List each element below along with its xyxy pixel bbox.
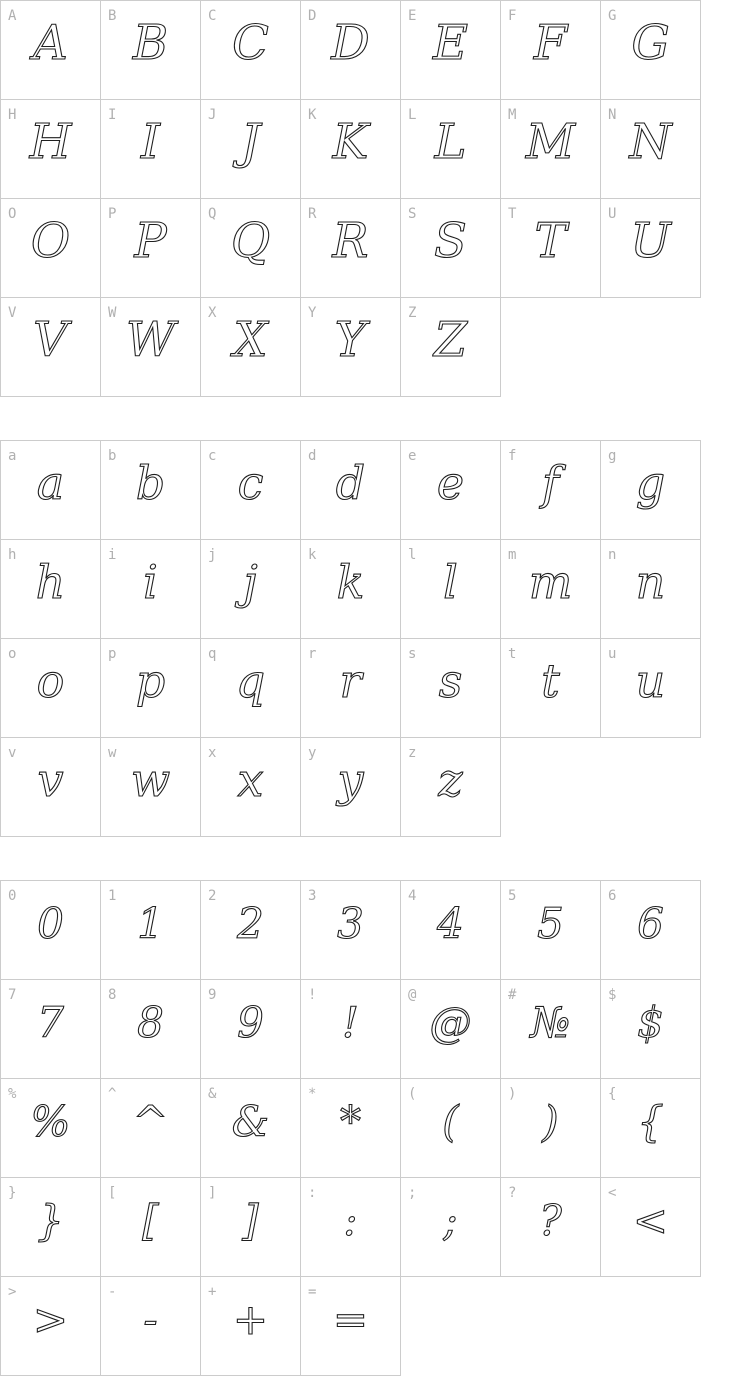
char-code-label: H	[8, 107, 17, 123]
char-glyph: )	[542, 1096, 559, 1146]
char-code-label: t	[508, 646, 517, 662]
char-cell	[501, 881, 601, 980]
char-code-label: u	[608, 646, 617, 662]
char-cell	[301, 1178, 401, 1277]
char-glyph: N	[629, 114, 672, 170]
char-cell	[1, 1277, 101, 1376]
char-cell	[1, 100, 101, 199]
char-cell	[101, 298, 201, 397]
char-code-label: J	[208, 107, 217, 123]
char-code-label: B	[108, 8, 117, 24]
char-code-label: k	[308, 547, 317, 563]
char-glyph: %	[30, 1096, 71, 1146]
char-cell	[1, 540, 101, 639]
char-glyph: *	[340, 1096, 361, 1146]
char-cell	[501, 1079, 601, 1178]
char-code-label: j	[208, 547, 217, 563]
grid-row	[1, 1, 701, 100]
char-cell	[201, 1277, 301, 1376]
char-cell	[301, 1, 401, 100]
char-cell	[101, 199, 201, 298]
char-glyph: {	[637, 1096, 664, 1146]
char-code-label: Z	[408, 305, 417, 321]
char-cell	[1, 298, 101, 397]
char-cell	[601, 441, 701, 540]
char-cell	[501, 639, 601, 738]
char-code-label: $	[608, 987, 617, 1003]
char-glyph: 3	[337, 898, 364, 948]
char-glyph: D	[331, 15, 370, 71]
char-glyph: f	[541, 456, 560, 510]
char-cell	[201, 1, 301, 100]
char-glyph: x	[237, 753, 264, 807]
char-code-label: s	[408, 646, 417, 662]
char-glyph: :	[343, 1195, 358, 1245]
char-cell	[201, 1079, 301, 1178]
char-code-label: *	[308, 1086, 317, 1102]
char-glyph: o	[36, 654, 65, 708]
char-cell	[101, 738, 201, 837]
char-code-label: Q	[208, 206, 217, 222]
char-code-label: ]	[208, 1185, 217, 1201]
char-cell	[401, 1178, 501, 1277]
char-code-label: n	[608, 547, 617, 563]
char-cell	[401, 738, 501, 837]
char-glyph: O	[30, 213, 71, 269]
char-glyph: R	[332, 213, 369, 269]
char-glyph: E	[432, 15, 469, 71]
char-code-label: %	[8, 1086, 17, 1102]
char-cell	[301, 1277, 401, 1376]
char-glyph: w	[130, 753, 171, 807]
char-cell	[301, 441, 401, 540]
char-glyph: >	[32, 1294, 69, 1344]
char-code-label: b	[108, 448, 117, 464]
char-cell	[601, 1079, 701, 1178]
char-glyph: W	[125, 312, 176, 368]
char-cell	[401, 881, 501, 980]
grid-row	[1, 980, 701, 1079]
char-glyph: 8	[137, 997, 164, 1047]
char-cell	[501, 1178, 601, 1277]
grid-row	[1, 1277, 701, 1376]
char-cell	[301, 980, 401, 1079]
char-code-label: P	[108, 206, 117, 222]
char-glyph: 5	[537, 898, 564, 948]
char-cell	[1, 199, 101, 298]
char-code-label: V	[8, 305, 17, 321]
char-cell	[1, 738, 101, 837]
char-glyph: +	[232, 1294, 269, 1344]
grid-digits-and-symbols	[0, 880, 701, 1376]
char-cell	[501, 441, 601, 540]
char-code-label: c	[208, 448, 217, 464]
char-glyph: F	[533, 15, 568, 71]
char-cell	[101, 881, 201, 980]
char-glyph: T	[534, 213, 567, 269]
char-glyph: z	[438, 753, 463, 807]
char-cell	[501, 540, 601, 639]
char-code-label: K	[308, 107, 317, 123]
char-cell	[201, 639, 301, 738]
char-cell	[601, 881, 701, 980]
char-code-label: Y	[308, 305, 317, 321]
char-cell	[401, 100, 501, 199]
char-cell	[601, 639, 701, 738]
char-cell	[1, 881, 101, 980]
char-code-label: e	[408, 448, 417, 464]
char-glyph: V	[33, 312, 68, 368]
char-code-label: q	[208, 646, 217, 662]
char-glyph: X	[233, 312, 268, 368]
char-glyph: U	[630, 213, 671, 269]
char-cell	[401, 298, 501, 397]
char-code-label: i	[108, 547, 117, 563]
char-glyph: Z	[433, 312, 468, 368]
char-glyph: C	[232, 15, 269, 71]
char-cell	[401, 199, 501, 298]
char-glyph: 9	[237, 997, 264, 1047]
char-glyph: k	[336, 555, 365, 609]
char-code-label: ;	[408, 1185, 417, 1201]
char-code-label: &	[208, 1086, 217, 1102]
char-cell	[101, 1277, 201, 1376]
char-glyph: L	[434, 114, 467, 170]
char-cell	[501, 1, 601, 100]
char-glyph: j	[243, 555, 258, 609]
char-glyph: g	[635, 456, 666, 510]
char-code-label: :	[308, 1185, 317, 1201]
char-glyph: u	[635, 654, 666, 708]
char-code-label: 8	[108, 987, 117, 1003]
char-code-label: +	[208, 1284, 217, 1300]
char-code-label: L	[408, 107, 417, 123]
grid-row	[1, 100, 701, 199]
char-cell	[401, 441, 501, 540]
grid-row	[1, 441, 701, 540]
char-code-label: =	[308, 1284, 317, 1300]
char-glyph: a	[36, 456, 65, 510]
char-cell	[201, 1178, 301, 1277]
char-code-label: T	[508, 206, 517, 222]
char-cell	[101, 100, 201, 199]
char-code-label: A	[8, 8, 17, 24]
char-code-label: [	[108, 1185, 117, 1201]
char-cell	[501, 199, 601, 298]
char-code-label: O	[8, 206, 17, 222]
grid-row	[1, 881, 701, 980]
char-cell	[301, 298, 401, 397]
char-code-label: M	[508, 107, 517, 123]
char-cell	[101, 1178, 201, 1277]
char-cell	[201, 980, 301, 1079]
char-cell	[201, 199, 301, 298]
char-code-label: N	[608, 107, 617, 123]
char-code-label: @	[408, 987, 417, 1003]
char-glyph: t	[541, 654, 560, 708]
char-glyph: ;	[443, 1195, 458, 1245]
char-code-label: ^	[108, 1086, 117, 1102]
char-glyph: s	[438, 654, 463, 708]
char-glyph: 4	[437, 898, 464, 948]
char-code-label: 5	[508, 888, 517, 904]
grid-row	[1, 298, 701, 397]
char-code-label: !	[308, 987, 317, 1003]
char-code-label: 3	[308, 888, 317, 904]
char-code-label: p	[108, 646, 117, 662]
char-code-label: l	[408, 547, 417, 563]
char-glyph: -	[143, 1294, 158, 1344]
char-code-label: #	[508, 987, 517, 1003]
char-cell	[201, 881, 301, 980]
char-cell	[1, 1079, 101, 1178]
char-cell	[1, 1178, 101, 1277]
char-code-label: y	[308, 745, 317, 761]
char-code-label: }	[8, 1185, 17, 1201]
char-cell	[1, 639, 101, 738]
char-glyph: &	[231, 1096, 270, 1146]
char-glyph: r	[339, 654, 362, 708]
char-cell	[101, 639, 201, 738]
char-glyph: 1	[137, 898, 164, 948]
char-cell	[601, 980, 701, 1079]
char-glyph: b	[135, 456, 166, 510]
char-code-label: x	[208, 745, 217, 761]
char-cell	[201, 540, 301, 639]
char-glyph: }	[37, 1195, 64, 1245]
char-glyph: №	[530, 997, 571, 1047]
char-code-label: z	[408, 745, 417, 761]
char-code-label: v	[8, 745, 17, 761]
char-cell	[601, 1178, 701, 1277]
char-glyph: 2	[237, 898, 264, 948]
char-glyph: $	[637, 997, 664, 1047]
char-cell	[601, 540, 701, 639]
char-glyph: v	[37, 753, 64, 807]
char-glyph: B	[132, 15, 169, 71]
char-glyph: n	[635, 555, 666, 609]
char-code-label: r	[308, 646, 317, 662]
char-code-label: 6	[608, 888, 617, 904]
char-cell	[601, 199, 701, 298]
char-code-label: o	[8, 646, 17, 662]
char-glyph: S	[434, 213, 467, 269]
char-glyph: ^	[132, 1096, 169, 1146]
char-code-label: X	[208, 305, 217, 321]
char-cell	[401, 1079, 501, 1178]
char-cell	[201, 298, 301, 397]
char-cell	[301, 639, 401, 738]
char-code-label: >	[8, 1284, 17, 1300]
char-glyph: ]	[242, 1195, 259, 1245]
char-glyph: i	[143, 555, 158, 609]
char-glyph: Y	[334, 312, 367, 368]
char-code-label: g	[608, 448, 617, 464]
char-cell	[101, 1, 201, 100]
char-glyph: J	[240, 114, 261, 170]
char-cell	[201, 738, 301, 837]
char-glyph: @	[429, 997, 472, 1047]
char-cell	[501, 980, 601, 1079]
char-glyph: K	[332, 114, 369, 170]
char-cell	[301, 881, 401, 980]
char-cell	[301, 199, 401, 298]
char-code-label: W	[108, 305, 117, 321]
char-code-label: I	[108, 107, 117, 123]
char-code-label: (	[408, 1086, 417, 1102]
char-cell	[1, 441, 101, 540]
char-cell	[1, 1, 101, 100]
char-code-label: G	[608, 8, 617, 24]
char-glyph: d	[335, 456, 366, 510]
grid-row	[1, 540, 701, 639]
char-cell	[401, 980, 501, 1079]
grid-row	[1, 199, 701, 298]
char-cell	[301, 100, 401, 199]
char-code-label: D	[308, 8, 317, 24]
char-cell	[401, 1, 501, 100]
char-cell	[301, 1079, 401, 1178]
char-cell	[301, 738, 401, 837]
char-glyph: A	[33, 15, 68, 71]
char-code-label: U	[608, 206, 617, 222]
char-glyph: H	[29, 114, 72, 170]
char-glyph: I	[141, 114, 160, 170]
char-cell	[401, 639, 501, 738]
grid-row	[1, 639, 701, 738]
grid-row	[1, 1178, 701, 1277]
char-cell	[101, 1079, 201, 1178]
grid-lowercase-letters	[0, 440, 701, 837]
grid-row	[1, 738, 701, 837]
char-cell	[101, 441, 201, 540]
char-glyph: !	[342, 997, 359, 1047]
char-code-label: 2	[208, 888, 217, 904]
char-code-label: F	[508, 8, 517, 24]
char-code-label: 9	[208, 987, 217, 1003]
char-glyph: P	[134, 213, 167, 269]
grid-row	[1, 1079, 701, 1178]
char-glyph: M	[525, 114, 576, 170]
char-glyph: G	[631, 15, 670, 71]
char-glyph: 7	[37, 997, 64, 1047]
char-glyph: l	[443, 555, 458, 609]
char-cell	[501, 100, 601, 199]
char-code-label: 4	[408, 888, 417, 904]
char-glyph: Q	[230, 213, 271, 269]
char-code-label: C	[208, 8, 217, 24]
char-code-label: w	[108, 745, 117, 761]
char-cell	[601, 100, 701, 199]
char-code-label: d	[308, 448, 317, 464]
char-code-label: )	[508, 1086, 517, 1102]
char-glyph: q	[235, 654, 266, 708]
char-cell	[301, 540, 401, 639]
char-code-label: ?	[508, 1185, 517, 1201]
char-code-label: E	[408, 8, 417, 24]
char-glyph: m	[528, 555, 573, 609]
grid-uppercase-letters	[0, 0, 701, 397]
char-cell	[601, 1, 701, 100]
char-code-label: R	[308, 206, 317, 222]
char-code-label: f	[508, 448, 517, 464]
char-glyph: [	[142, 1195, 159, 1245]
char-code-label: {	[608, 1086, 617, 1102]
char-code-label: 0	[8, 888, 17, 904]
char-cell	[1, 980, 101, 1079]
char-glyph: <	[632, 1195, 669, 1245]
char-code-label: 7	[8, 987, 17, 1003]
char-code-label: m	[508, 547, 517, 563]
char-cell	[201, 441, 301, 540]
char-glyph: e	[436, 456, 465, 510]
char-cell	[201, 100, 301, 199]
char-cell	[101, 540, 201, 639]
char-code-label: S	[408, 206, 417, 222]
char-code-label: a	[8, 448, 17, 464]
char-code-label: <	[608, 1185, 617, 1201]
char-glyph: ?	[539, 1195, 562, 1245]
char-code-label: 1	[108, 888, 117, 904]
char-code-label: h	[8, 547, 17, 563]
char-glyph: 6	[637, 898, 664, 948]
char-glyph: h	[35, 555, 66, 609]
char-cell	[101, 980, 201, 1079]
char-glyph: c	[237, 456, 264, 510]
char-code-label: -	[108, 1284, 117, 1300]
char-cell	[401, 540, 501, 639]
char-glyph: p	[135, 654, 166, 708]
char-glyph: y	[337, 753, 364, 807]
char-glyph: =	[332, 1294, 369, 1344]
char-glyph: (	[442, 1096, 459, 1146]
char-glyph: 0	[37, 898, 64, 948]
